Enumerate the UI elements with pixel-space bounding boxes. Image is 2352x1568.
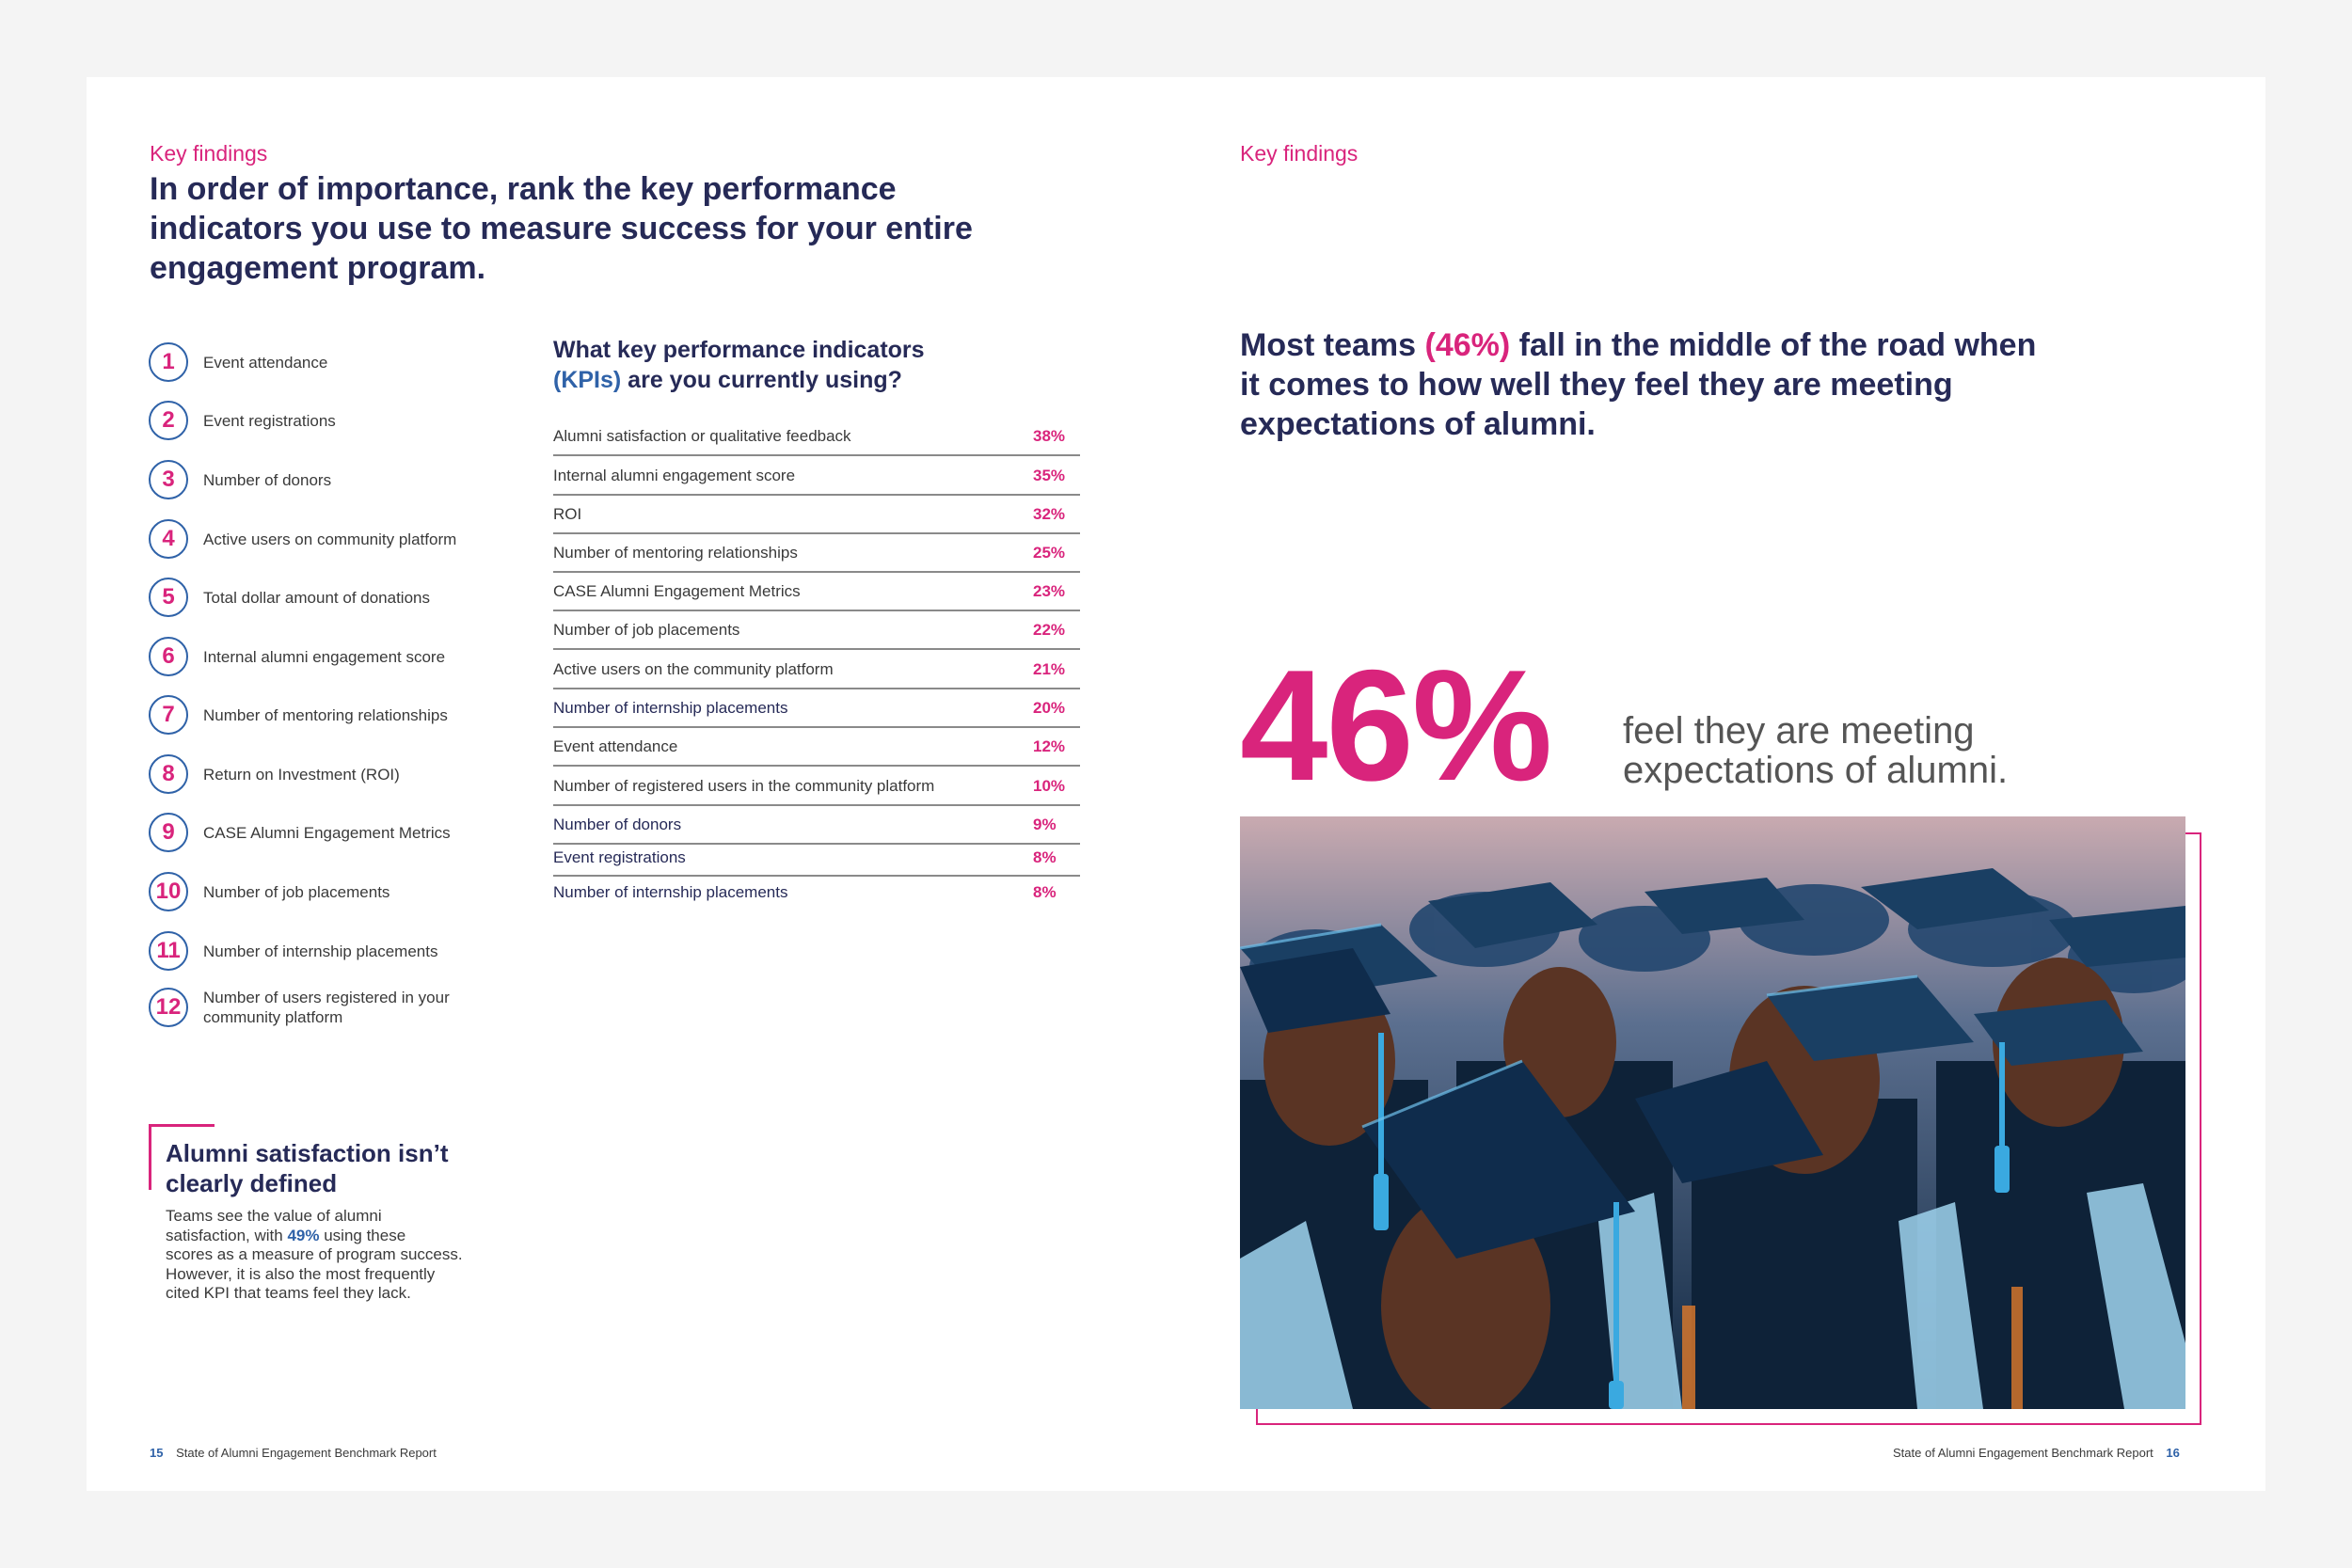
- rank-label: Event registrations: [203, 411, 336, 430]
- rank-label: Active users on community platform: [203, 530, 457, 548]
- rank-label: CASE Alumni Engagement Metrics: [203, 823, 451, 842]
- callout-title: [166, 1138, 449, 1198]
- kpi-label: Event registrations: [553, 848, 686, 866]
- kpi-label: CASE Alumni Engagement Metrics: [553, 581, 801, 600]
- stat-caption-line: feel they are meeting: [1623, 710, 1975, 752]
- kpi-label: Alumni satisfaction or qualitative feedback: [553, 426, 851, 445]
- graduation-photo: [1240, 816, 2185, 1409]
- rank-badge: 4: [149, 519, 188, 559]
- kpi-row: [553, 573, 1080, 611]
- rank-item: [149, 578, 525, 617]
- kpi-title-line: [553, 365, 925, 395]
- headline-text: fall in the middle of the road when: [1510, 327, 2037, 363]
- right-eyebrow: Key findings: [1240, 141, 1359, 166]
- rank-label: Number of donors: [203, 470, 332, 489]
- kpi-value: 8%: [1033, 883, 1057, 901]
- kpi-value: 32%: [1033, 504, 1066, 523]
- headline-line: [1240, 325, 2143, 365]
- rank-label: Total dollar amount of donations: [203, 588, 430, 607]
- rank-item: [149, 988, 487, 1027]
- callout-text: satisfaction, with: [166, 1226, 288, 1244]
- stat-caption-line: expectations of alumni.: [1623, 750, 2009, 791]
- rank-item: [149, 813, 525, 852]
- kpi-value: 12%: [1033, 736, 1066, 755]
- rank-item: [149, 637, 525, 676]
- rank-label: Internal alumni engagement score: [203, 647, 446, 666]
- rank-item: [149, 754, 525, 794]
- kpi-row: [553, 651, 1080, 689]
- kpi-value: 22%: [1033, 620, 1066, 639]
- rank-item: [149, 872, 525, 911]
- rank-badge: 1: [149, 342, 188, 382]
- kpi-value: 38%: [1033, 426, 1066, 445]
- callout-line: [166, 1227, 504, 1246]
- kpi-row: [553, 611, 1080, 650]
- callout-line: scores as a measure of program success.: [166, 1245, 463, 1263]
- kpi-title-accent: (KPIs): [553, 367, 622, 393]
- callout-title-line: Alumni satisfaction isn’t: [166, 1139, 449, 1167]
- kpi-title-line: What key performance indicators: [553, 337, 925, 363]
- kpi-value: 10%: [1033, 776, 1066, 795]
- right-headline: [1240, 325, 2143, 444]
- rank-item: [149, 401, 525, 440]
- kpi-table-title: [553, 335, 925, 395]
- kpi-value: 20%: [1033, 698, 1066, 717]
- kpi-label: Number of mentoring relationships: [553, 543, 798, 562]
- callout-line: cited KPI that teams feel they lack.: [166, 1284, 411, 1302]
- kpi-row: [553, 496, 1080, 534]
- graduation-caps-image: [1240, 816, 2185, 1409]
- rank-badge: 10: [149, 872, 188, 911]
- kpi-label: Number of job placements: [553, 620, 740, 639]
- kpi-row: [553, 728, 1080, 767]
- rank-item: [149, 342, 525, 382]
- headline-text: Most teams: [1240, 327, 1425, 363]
- kpi-row: [553, 457, 1080, 496]
- rank-badge: 5: [149, 578, 188, 617]
- big-stat: 46%: [1240, 637, 1551, 814]
- title-line: indicators you use to measure success for your entire: [150, 211, 973, 246]
- rank-item: [149, 460, 525, 499]
- kpi-row: [553, 689, 1080, 728]
- headline-line: expectations of alumni.: [1240, 406, 1596, 442]
- kpi-label: Internal alumni engagement score: [553, 466, 796, 484]
- title-line: In order of importance, rank the key performance: [150, 171, 897, 207]
- kpi-label: Event attendance: [553, 736, 678, 755]
- footer-title: State of Alumni Engagement Benchmark Report: [1893, 1446, 2153, 1460]
- callout-title-line: clearly defined: [166, 1169, 338, 1197]
- rank-item: [149, 519, 525, 559]
- rank-badge: 6: [149, 637, 188, 676]
- callout-line: However, it is also the most frequently: [166, 1264, 436, 1283]
- kpi-label: ROI: [553, 504, 582, 523]
- left-eyebrow: Key findings: [150, 141, 268, 166]
- stat-caption: [1623, 711, 2008, 790]
- callout-stat: 49%: [287, 1226, 320, 1244]
- callout-text: using these: [319, 1226, 406, 1244]
- rank-label: Number of users registered in your community platform: [203, 989, 450, 1026]
- left-footer: [150, 1446, 437, 1460]
- rank-badge: 2: [149, 401, 188, 440]
- kpi-label: Number of internship placements: [553, 698, 788, 717]
- kpi-label: Number of registered users in the community platform: [553, 776, 935, 795]
- rank-badge: 7: [149, 695, 188, 735]
- rank-badge: 3: [149, 460, 188, 499]
- left-page-title: [150, 169, 1053, 288]
- callout-body: [166, 1207, 504, 1304]
- rank-badge: 12: [149, 988, 188, 1027]
- kpi-row: [553, 806, 1080, 845]
- callout-line: Teams see the value of alumni: [166, 1207, 382, 1225]
- rank-badge: 9: [149, 813, 188, 852]
- kpi-row: [553, 768, 1080, 806]
- headline-accent: (46%): [1424, 327, 1511, 363]
- right-footer: [1893, 1446, 2180, 1460]
- kpi-value: 25%: [1033, 543, 1066, 562]
- rank-item: [149, 931, 525, 971]
- kpi-value: 9%: [1033, 815, 1057, 833]
- title-line: engagement program.: [150, 250, 486, 286]
- rank-label: Number of mentoring relationships: [203, 705, 448, 724]
- kpi-row: [553, 877, 1080, 909]
- kpi-label: Number of internship placements: [553, 883, 788, 901]
- headline-line: it comes to how well they feel they are meeting: [1240, 367, 1953, 403]
- rank-label: Number of job placements: [203, 882, 390, 901]
- kpi-title-rest: are you currently using?: [621, 367, 902, 393]
- page-number: 15: [150, 1446, 164, 1460]
- rank-badge: 11: [149, 931, 188, 971]
- kpi-value: 35%: [1033, 466, 1066, 484]
- rank-item: [149, 695, 525, 735]
- kpi-value: 8%: [1033, 848, 1057, 866]
- kpi-value: 21%: [1033, 659, 1066, 678]
- page-number: 16: [2166, 1446, 2180, 1460]
- rank-label: Number of internship placements: [203, 942, 438, 960]
- kpi-row: [553, 841, 1080, 877]
- rank-label: Return on Investment (ROI): [203, 765, 400, 784]
- footer-title: State of Alumni Engagement Benchmark Report: [176, 1446, 437, 1460]
- kpi-value: 23%: [1033, 581, 1066, 600]
- rank-badge: 8: [149, 754, 188, 794]
- kpi-label: Active users on the community platform: [553, 659, 834, 678]
- rank-label: Event attendance: [203, 353, 328, 372]
- kpi-label: Number of donors: [553, 815, 682, 833]
- kpi-row: [553, 534, 1080, 573]
- kpi-row: [553, 418, 1080, 456]
